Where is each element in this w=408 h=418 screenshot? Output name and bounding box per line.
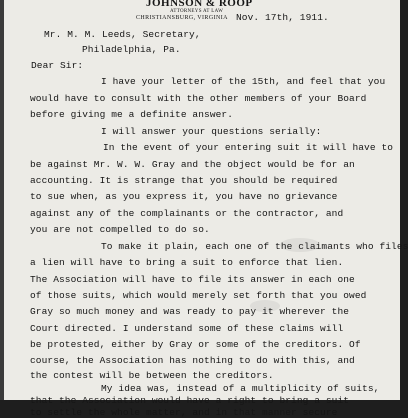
body-line: would have to consult with the other members of your Board [30,93,367,104]
body-line: you are not compelled to do so. [30,224,210,235]
body-line: accounting. It is strange that you should be required [30,175,338,186]
body-line: My idea was, instead of a multiplicity of suits, [101,383,380,394]
body-line: to settle the whole matter, and in that manner secure [30,407,338,418]
body-line: In the event of your entering suit it will have to [103,142,394,153]
ink-smudge [280,238,320,252]
body-line: before giving me a definite answer. [30,109,234,120]
firm-place: CHRISTIANSBURG, VIRGINIA [136,15,228,21]
firm-name: JOHNSON & ROOP [146,0,253,9]
body-line: I will answer your questions serially: [101,126,322,137]
body-line: that the Association would have a right to bring a suit [30,395,350,406]
body-line: Court directed. I understand some of these claims will [30,323,344,334]
addressee-city: Philadelphia, Pa. [82,44,181,55]
body-line: The Association will have to file its answer in each one [30,274,355,285]
body-line: I have your letter of the 15th, and feel that you [101,76,386,87]
ink-smudge [250,300,280,312]
body-line: be against Mr. W. W. Gray and the object would be for an [30,159,355,170]
body-line: course, the Association has nothing to do with this, and [30,355,355,366]
body-line: To make it plain, each one of the claimants who files [101,241,408,252]
body-line: be protested, either by Gray or some of the creditors. Of [30,339,361,350]
letter-date: Nov. 17th, 1911. [236,12,329,23]
body-line: Gray so much money and was ready to pay it wherever the [30,306,350,317]
body-line: of those suits, which would merely set forth that you owed [30,290,367,301]
salutation: Dear Sir: [31,60,84,71]
letterhead [0,0,400,24]
body-line: the contest will be between the creditors. [30,370,274,381]
body-line: to sue when, as you express it, you have no grievance [30,191,338,202]
scan-edge [0,0,4,400]
body-line: a lien will have to bring a suit to enforce that lien. [30,257,344,268]
body-line: against any of the complainants or the contractor, and [30,208,344,219]
addressee-name: Mr. M. M. Leeds, Secretary, [44,29,201,40]
firm-subtitle: ATTORNEYS AT LAW [170,9,224,14]
